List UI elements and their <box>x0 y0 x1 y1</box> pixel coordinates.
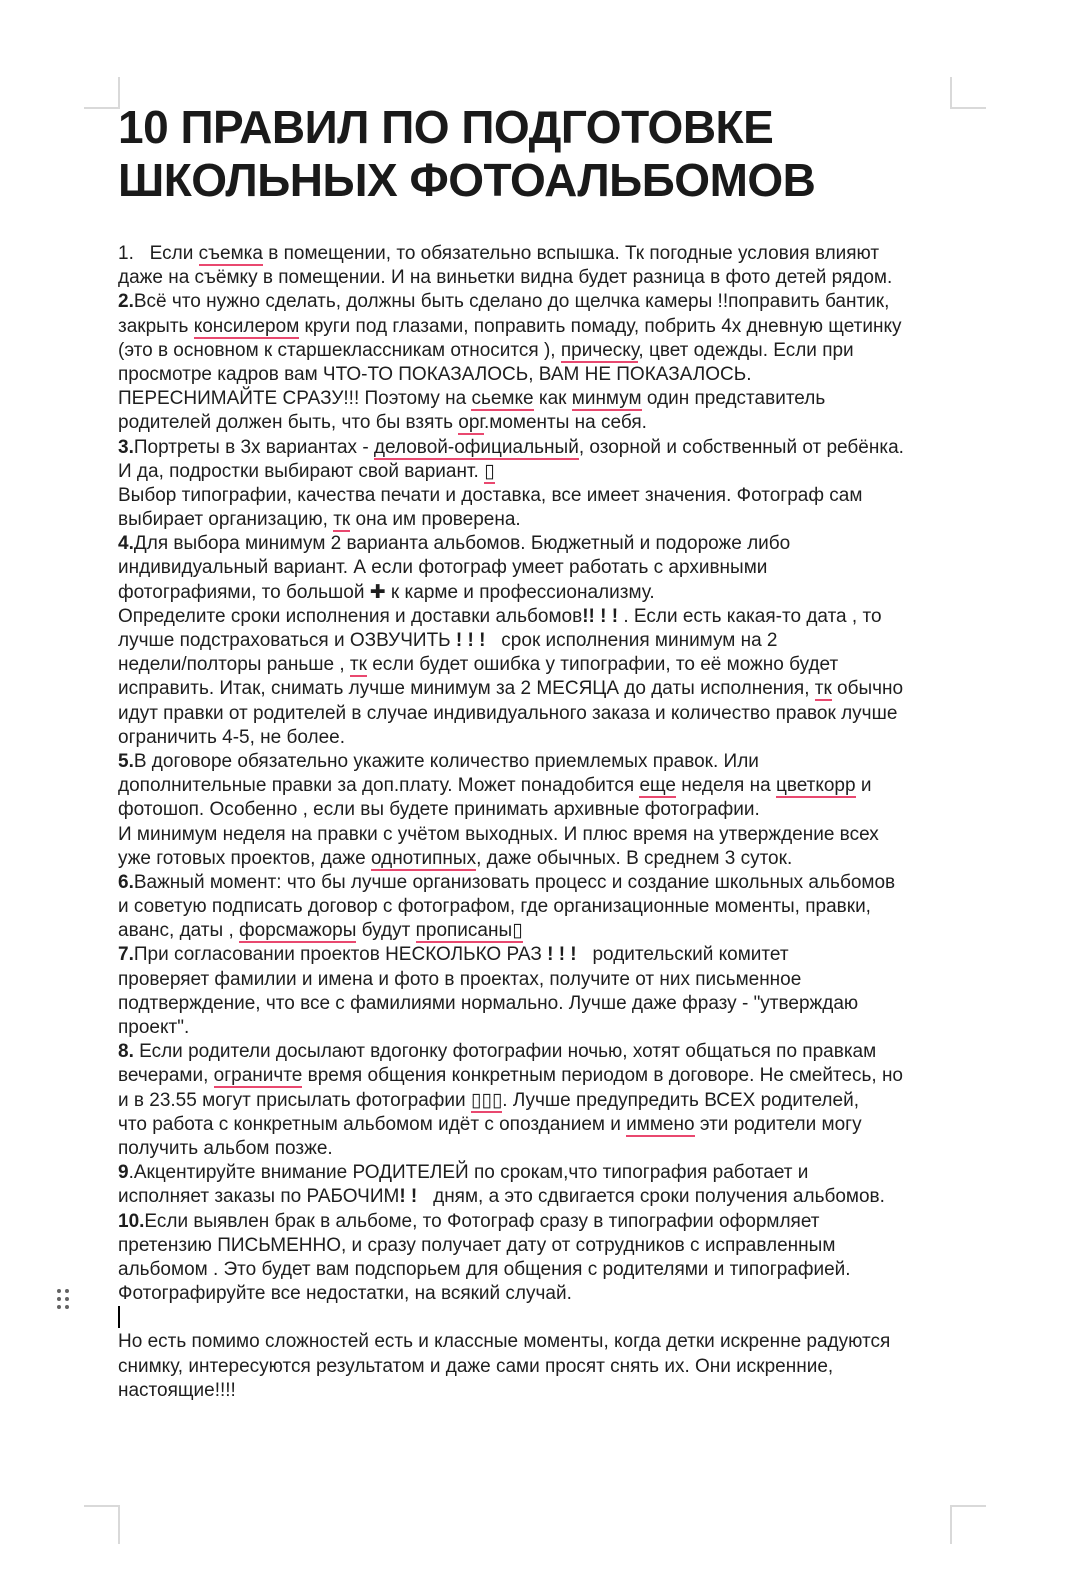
misspelled-word: ▯▯▯ <box>470 1089 503 1111</box>
text-cursor <box>118 1306 120 1328</box>
text-segment: настоящие!!!! <box>118 1379 236 1401</box>
text-segment: 7. <box>118 944 134 966</box>
misspelled-word: консилером <box>193 315 300 337</box>
document-title-line[interactable]: ШКОЛЬНЫХ ФОТОАЛЬБОМОВ <box>118 154 816 206</box>
text-line[interactable] <box>118 726 954 750</box>
text-segment: фотошоп. Особенно , если вы будете принимать архивные фотографии. <box>118 799 760 821</box>
misspelled-word: тк <box>333 509 351 531</box>
margin-corner-mark-top-left <box>84 77 120 109</box>
misspelled-word: минмум <box>571 388 642 410</box>
text-line[interactable] <box>118 992 954 1016</box>
text-line[interactable] <box>118 1016 954 1040</box>
text-line[interactable] <box>118 677 954 701</box>
text-line[interactable] <box>118 653 954 677</box>
text-line[interactable] <box>118 532 954 556</box>
document-title-line[interactable]: 10 ПРАВИЛ ПО ПОДГОТОВКЕ <box>118 101 774 153</box>
text-segment: В договоре обязательно укажите количество приемлемых правок. Или <box>133 750 759 772</box>
text-segment: фотографиями, то большой <box>118 581 370 603</box>
text-line[interactable] <box>118 968 954 992</box>
text-segment: просмотре кадров вам ЧТО-ТО ПОКАЗАЛОСЬ, ВАМ НЕ ПОКАЗАЛОСЬ. <box>118 363 752 385</box>
misspelled-word: прическу <box>560 339 639 361</box>
text-segment: претензию ПИСЬМЕННО, и сразу получает дату от сотрудников с исправленным <box>118 1234 836 1256</box>
misspelled-word: тк <box>814 678 832 700</box>
text-segment: в помещении, то обязательно вспышка. Тк погодные условия влияют <box>262 243 880 264</box>
text-segment: При согласовании проектов НЕСКОЛЬКО РАЗ <box>133 944 548 966</box>
text-segment: И минимум неделя на правки с учётом выходных. И плюс время на утверждение всех <box>118 823 879 845</box>
text-segment: исполняет заказы по РАБОЧИМ <box>118 1186 400 1208</box>
text-segment: круги под глазами, поправить помаду, побрить 4х дневную щетинку <box>299 315 902 337</box>
text-segment: Если выявлен брак в альбоме, то Фотограф сразу в типографии оформляет <box>144 1210 820 1232</box>
document-title[interactable] <box>118 101 958 207</box>
text-line[interactable] <box>118 895 954 919</box>
text-line[interactable] <box>118 1330 954 1354</box>
text-line[interactable] <box>118 1306 954 1330</box>
text-segment: .Акцентируйте внимание РОДИТЕЛЕЙ по срокам,что типография работает и <box>128 1162 809 1184</box>
text-segment: Портреты в 3х вариантах - <box>133 436 374 458</box>
misspelled-word: однотипных <box>370 847 477 869</box>
text-segment: и советую подписать договор с фотографом, где организационные моменты, правки, <box>118 896 871 918</box>
text-segment: Важный момент: что бы лучше организовать процесс и создание школьных альбомов <box>133 871 896 893</box>
text-line[interactable] <box>118 1258 954 1282</box>
text-segment: 4. <box>118 533 134 555</box>
text-segment: родителей должен быть, что бы взять <box>118 412 459 434</box>
text-segment: ! ! ! <box>455 630 486 651</box>
text-segment: будут <box>356 920 416 942</box>
text-segment: , цвет одежды. Если при <box>638 339 854 361</box>
text-segment: индивидуальный вариант. А если фотограф умеет работать с архивными <box>118 557 768 579</box>
text-segment: дополнительные правки за доп.плату. Может понадобится <box>118 775 640 797</box>
text-segment: ! ! <box>399 1186 418 1208</box>
text-segment: Определите сроки исполнения и доставки альбомов <box>118 605 583 627</box>
text-segment: подтверждение, что все с фамилиями нормально. Лучше даже фразу - "утверждаю <box>118 992 859 1014</box>
text-segment: ограничить 4-5, не более. <box>118 726 346 748</box>
text-segment: альбомом . Это будет вам подспорьем для общения с родителями и типографией. <box>118 1258 851 1280</box>
misspelled-word: орг <box>458 412 485 434</box>
document-body[interactable] <box>118 242 954 1403</box>
text-line[interactable] <box>118 798 954 822</box>
text-line[interactable] <box>118 702 954 726</box>
text-segment: !! ! ! <box>582 605 619 627</box>
text-segment: лучше подстраховаться и ОЗВУЧИТЬ <box>118 630 456 651</box>
paragraph-drag-handle-icon[interactable] <box>57 1289 69 1310</box>
text-line[interactable] <box>118 460 954 484</box>
text-line[interactable] <box>118 266 954 290</box>
text-segment: . Лучше предупредить ВСЕХ родителей, <box>502 1089 859 1111</box>
text-segment: 8. <box>118 1041 134 1063</box>
text-line[interactable] <box>118 871 954 895</box>
text-segment: даже на съёмку в помещении. И на виньетки видна будет разница в фото детей рядом. <box>118 267 893 289</box>
text-segment: как <box>533 388 572 410</box>
text-segment: , даже обычных. В среднем 3 суток. <box>476 847 793 869</box>
text-segment: закрыть <box>118 315 194 337</box>
text-segment: неделя на <box>676 775 776 797</box>
text-segment: Если родители досылают вдогонку фотографии ночью, хотят общаться по правкам <box>133 1041 877 1063</box>
text-line[interactable] <box>118 1089 954 1113</box>
margin-corner-mark-bottom-left <box>84 1505 120 1544</box>
text-line[interactable] <box>118 1113 954 1137</box>
text-line[interactable] <box>118 943 954 967</box>
text-segment: что работа с конкретным альбомом идёт с опозданием и <box>118 1113 627 1135</box>
text-segment: ! ! ! <box>547 944 577 966</box>
text-line[interactable] <box>118 847 954 871</box>
text-segment: идут правки от родителей в случае индивидуального заказа и количество правок лучше <box>118 702 898 724</box>
text-line[interactable] <box>118 581 954 605</box>
text-line[interactable] <box>118 750 954 774</box>
text-segment: исправить. Итак, снимать лучше минимум за 2 МЕСЯЦА до даты исполнения, <box>118 678 815 700</box>
misspelled-word: форсмажоры <box>239 920 357 942</box>
text-segment: 9 <box>118 1162 129 1184</box>
text-segment: ПЕРЕСНИМАЙТЕ СРАЗУ!!! Поэтому на <box>118 388 472 410</box>
text-line[interactable] <box>118 1234 954 1258</box>
text-line[interactable] <box>118 1282 954 1306</box>
text-line[interactable] <box>118 484 954 508</box>
misspelled-word: еще <box>639 775 676 797</box>
text-segment: аванс, даты , <box>118 920 239 942</box>
text-segment: снимку, интересуются результатом и даже сами просят снять их. Они искренние, <box>118 1355 834 1377</box>
text-line[interactable] <box>118 1210 954 1234</box>
text-segment: проект". <box>118 1017 190 1038</box>
text-segment: И да, подростки выбирают свой вариант. <box>118 460 485 482</box>
text-line[interactable] <box>118 1137 954 1161</box>
text-line[interactable] <box>118 919 954 943</box>
text-segment: она им проверена. <box>350 509 521 531</box>
misspelled-word: ▯ <box>484 460 495 482</box>
misspelled-word: сьемке <box>471 388 534 410</box>
text-line[interactable] <box>118 1379 954 1403</box>
text-segment: 10. <box>118 1210 145 1232</box>
misspelled-word: ограничте <box>213 1065 303 1087</box>
text-segment: срок исполнения минимум на 2 <box>485 630 778 651</box>
text-line[interactable] <box>118 1185 954 1209</box>
text-segment: один представитель <box>641 388 826 410</box>
misspelled-word: иммено <box>626 1113 695 1135</box>
text-segment: .моменты на себя. <box>484 412 647 434</box>
text-segment: 5. <box>118 750 134 772</box>
text-line[interactable] <box>118 242 954 266</box>
text-segment: проверяет фамилии и имена и фото в проектах, получите от них письменное <box>118 968 802 990</box>
text-segment: выбирает организацию, <box>118 509 334 531</box>
misspelled-word: съемка <box>198 243 263 264</box>
text-segment: Но есть помимо сложностей есть и классные моменты, когда детки искренне радуются <box>118 1331 891 1353</box>
text-segment: (это в основном к старшеклассникам относится ), <box>118 339 561 361</box>
text-segment: 6. <box>118 871 134 893</box>
text-line[interactable] <box>118 363 954 387</box>
text-segment: дням, а это сдвигается сроки получения альбомов. <box>417 1186 885 1208</box>
text-segment: Для выбора минимум 2 варианта альбомов. Бюджетный и подороже либо <box>133 533 791 555</box>
text-line[interactable] <box>118 774 954 798</box>
text-line[interactable] <box>118 436 954 460</box>
text-segment: родительский комитет <box>576 944 789 966</box>
text-segment: , озорной и собственный от ребёнка. <box>578 436 904 458</box>
text-line[interactable] <box>118 1040 954 1064</box>
misspelled-word: тк <box>349 654 367 676</box>
text-segment: время общения конкретным периодом в договоре. Не смейтесь, но <box>302 1065 904 1087</box>
text-line[interactable] <box>118 290 954 314</box>
text-segment: 2. <box>118 291 134 313</box>
text-segment: Всё что нужно сделать, должны быть сделано до щелчка камеры !!поправить бантик, <box>133 291 890 313</box>
text-line[interactable] <box>118 411 954 435</box>
text-segment: обычно <box>831 678 904 700</box>
text-line[interactable] <box>118 315 954 339</box>
text-segment: ✚ <box>369 581 386 603</box>
misspelled-word: деловой-официальный <box>373 436 579 458</box>
misspelled-word: цветкорр <box>775 775 856 797</box>
text-line[interactable] <box>118 605 954 629</box>
text-segment: Фотографируйте все недостатки, на всякий случай. <box>118 1283 572 1305</box>
text-line[interactable] <box>118 1064 954 1088</box>
text-segment: эти родители могу <box>694 1113 862 1135</box>
text-line[interactable] <box>118 556 954 580</box>
text-line[interactable] <box>118 387 954 411</box>
text-segment: вечерами, <box>118 1065 214 1087</box>
text-line[interactable] <box>118 1161 954 1185</box>
text-segment: уже готовых проектов, даже <box>118 847 371 869</box>
text-segment: если будет ошибка у типографии, то её можно будет <box>366 654 839 676</box>
margin-corner-mark-bottom-right <box>950 1505 986 1544</box>
misspelled-word: прописаны▯ <box>415 920 523 942</box>
text-segment: и <box>855 775 872 797</box>
text-segment: к карме и профессионализму. <box>385 581 655 603</box>
text-line[interactable] <box>118 339 954 363</box>
text-segment: Выбор типографии, качества печати и доставка, все имеет значения. Фотограф сам <box>118 484 863 506</box>
text-segment: недели/полторы раньше , <box>118 654 350 676</box>
text-segment: получить альбом позже. <box>118 1137 333 1159</box>
text-segment: 3. <box>118 436 134 458</box>
text-segment: 1. Если <box>118 243 199 264</box>
text-segment: и в 23.55 могут присылать фотографии <box>118 1089 471 1111</box>
text-line[interactable] <box>118 823 954 847</box>
text-line[interactable] <box>118 1355 954 1379</box>
text-line[interactable] <box>118 629 954 653</box>
text-line[interactable] <box>118 508 954 532</box>
text-segment: . Если есть какая-то дата , то <box>618 605 882 627</box>
